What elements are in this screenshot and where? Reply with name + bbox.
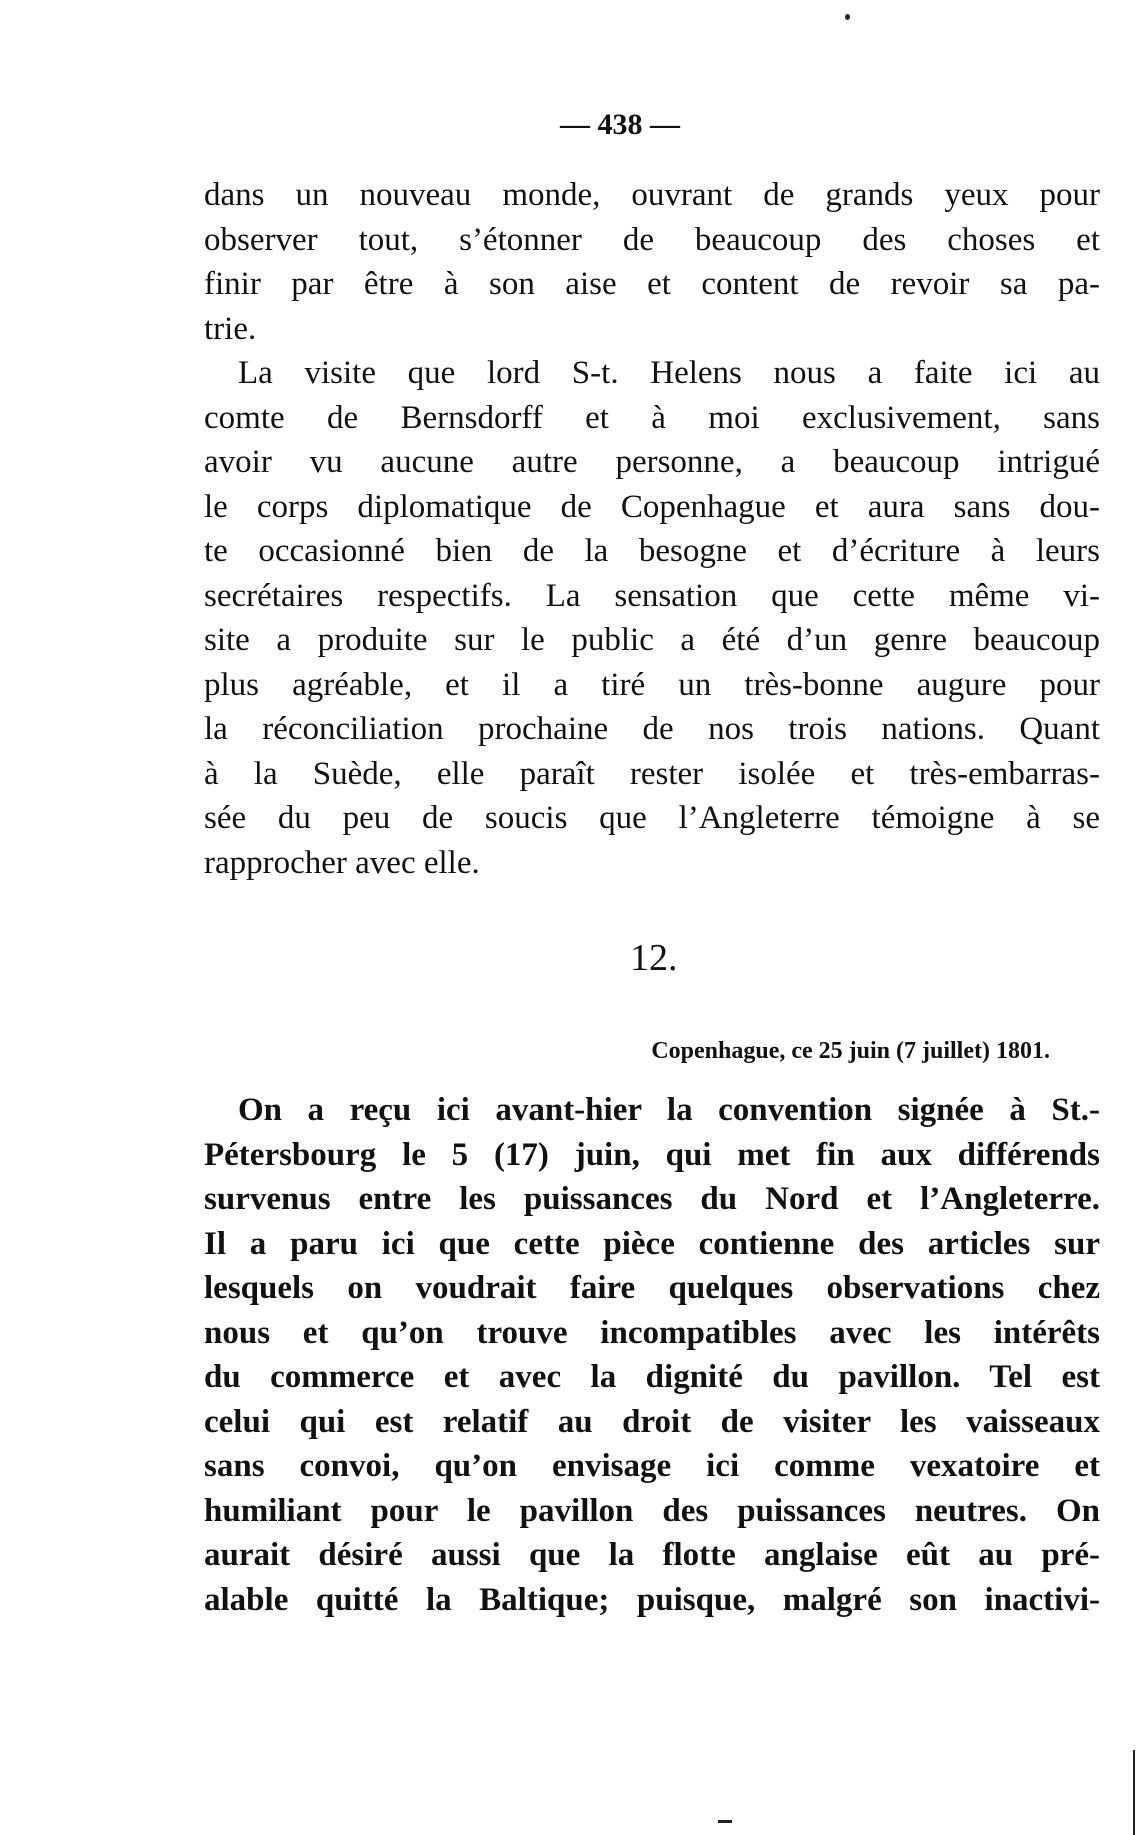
letter-number: 12. bbox=[630, 937, 678, 979]
text-line: secrétaires respectifs. La sensation que cette même vi- bbox=[204, 577, 1100, 614]
text-line: humiliant pour le pavillon des puissances neutres. On bbox=[204, 1492, 1100, 1529]
letter-body bbox=[204, 1088, 1100, 1622]
text-line: celui qui est relatif au droit de visiter les vaisseaux bbox=[204, 1403, 1100, 1440]
scan-speck bbox=[718, 1820, 732, 1823]
text-line: observer tout, s’étonner de beaucoup des choses et bbox=[204, 221, 1100, 258]
paragraph-visit bbox=[204, 351, 1100, 885]
text-line: aurait désiré aussi que la flotte anglaise eût au pré- bbox=[204, 1537, 1100, 1573]
scan-edge-line bbox=[1133, 1750, 1135, 1835]
text-line: te occasionné bien de la besogne et d’écriture à leurs bbox=[204, 533, 1100, 569]
text-line: comte de Bernsdorff et à moi exclusivement, sans bbox=[204, 399, 1100, 436]
text-line: site a produite sur le public a été d’un genre beaucoup bbox=[204, 622, 1100, 658]
text-line: On a reçu ici avant-hier la convention signée à St.- bbox=[238, 1092, 1100, 1128]
text-line: trie. bbox=[204, 310, 257, 347]
text-line: lesquels on voudrait faire quelques observations chez bbox=[204, 1270, 1100, 1306]
text-line: dans un nouveau monde, ouvrant de grands yeux pour bbox=[204, 177, 1100, 213]
text-line: sée du peu de soucis que l’Angleterre témoigne à se bbox=[204, 800, 1100, 836]
text-line: survenus entre les puissances du Nord et l’Angleterre. bbox=[204, 1181, 1100, 1217]
text-line: nous et qu’on trouve incompatibles avec les intérêts bbox=[204, 1314, 1100, 1351]
text-line: du commerce et avec la dignité du pavillon. Tel est bbox=[204, 1359, 1100, 1395]
paragraph-continuation bbox=[204, 173, 1100, 351]
text-line: Pétersbourg le 5 (17) juin, qui met fin aux différends bbox=[204, 1136, 1100, 1173]
text-line: à la Suède, elle paraît rester isolée et très-embarras- bbox=[204, 755, 1100, 792]
text-line: finir par être à son aise et content de revoir sa pa- bbox=[204, 266, 1100, 302]
text-line: alable quitté la Baltique; puisque, malgré son inactivi- bbox=[204, 1581, 1100, 1618]
text-line: la réconciliation prochaine de nos trois nations. Quant bbox=[204, 711, 1100, 747]
letter-dateline: Copenhague, ce 25 juin (7 juillet) 1801. bbox=[651, 1038, 1050, 1064]
page-number: — 438 — bbox=[560, 108, 680, 141]
text-line: sans convoi, qu’on envisage ici comme vexatoire et bbox=[204, 1448, 1100, 1484]
text-line: rapprocher avec elle. bbox=[204, 844, 480, 881]
scan-speck bbox=[845, 14, 850, 20]
text-line: Il a paru ici que cette pièce contienne des articles sur bbox=[204, 1225, 1100, 1262]
text-line: plus agréable, et il a tiré un très-bonne augure pour bbox=[204, 666, 1100, 703]
text-line: La visite que lord S-t. Helens nous a faite ici au bbox=[238, 355, 1100, 391]
text-line: avoir vu aucune autre personne, a beaucoup intrigué bbox=[204, 444, 1100, 480]
text-line: le corps diplomatique de Copenhague et aura sans dou- bbox=[204, 488, 1100, 525]
